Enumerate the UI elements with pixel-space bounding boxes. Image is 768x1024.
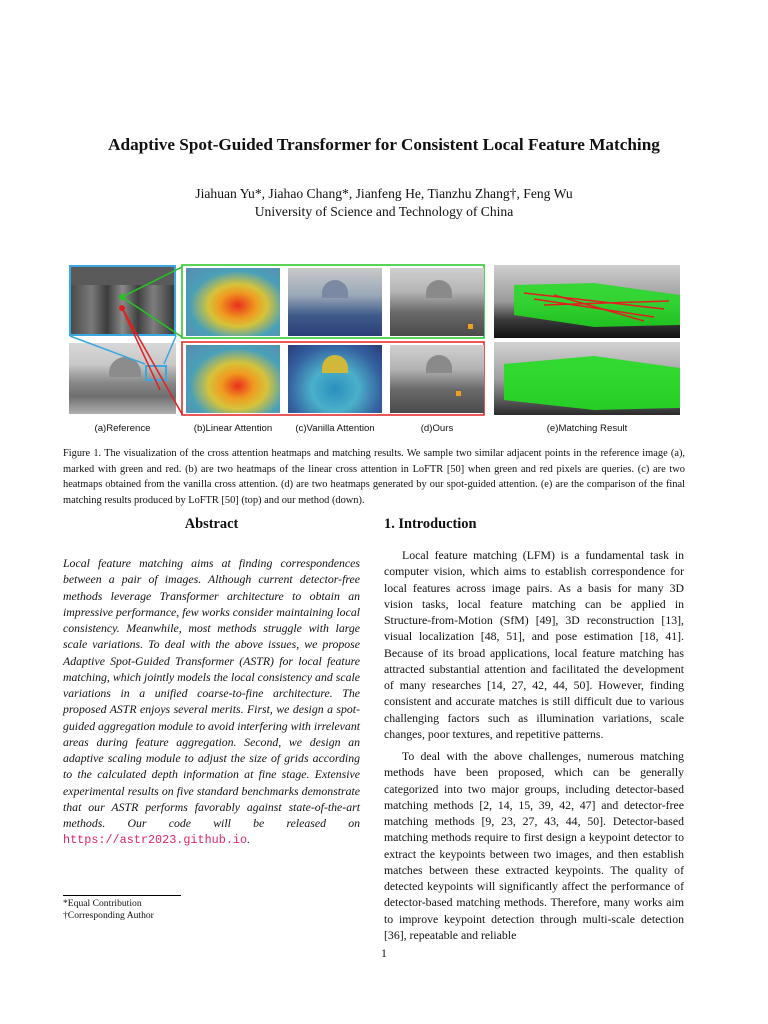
abstract-end: . <box>247 832 251 847</box>
abstract-heading: Abstract <box>184 516 239 532</box>
subfigure-label-vanilla: (c)Vanilla Attention <box>295 423 375 434</box>
intro-heading: 1. Introduction <box>384 516 477 532</box>
paper-title: Adaptive Spot-Guided Transformer for Consistent Local Feature Matching <box>108 135 660 154</box>
footnote-equal-contribution: *Equal Contribution <box>63 898 142 909</box>
intro-paragraph-1: Local feature matching (LFM) is a fundamental task in computer vision, which aims to establish correspondence for local features across image pairs. As a basis for many 3D vision tasks, local feature matching can be applied in Structure-from-Motion (SfM) [49], 3D reconstruction [13], visual localization [48, 51], and pose estimation [18, 41]. Because of its broad applications, local feature matching has attracted substantial attention and facilitated the development of many researches [14, 27, 42, 44, 50]. However, finding consistent and accurate matches is still difficult due to various challenging factors such as illumination variations, scale changes, poor textures, and repetitive patterns. <box>384 548 684 741</box>
subfigure-label-ours: (d)Ours <box>420 423 454 434</box>
affiliation: University of Science and Technology of China <box>254 204 514 219</box>
ours-heatmap-top <box>390 268 484 336</box>
footnote-rule <box>63 895 181 896</box>
abstract-text: Local feature matching aims at finding correspondences between a pair of images. Although current detector-free methods leverage Transformer architecture to obtain an impressive performance, few works consider maintaining local consistency. Meanwhile, most methods struggle with large scale variations. To deal with the above issues, we propose Adaptive Spot-Guided Transformer (ASTR) for local feature matching, which jointly models the local consistency and scale variations in a unified coarse-to-fine architecture. The proposed ASTR enjoys several merits. First, we design a spot-guided aggregation module to avoid interfering with irrelevant areas during feature aggregation. Second, we design an adaptive scaling module to adjust the size of grids according to the calculated depth information at fine stage. Extensive experimental results on five standard benchmarks demonstrate that our ASTR performs favorably against state-of-the-art methods. Our code will be released on <box>63 556 360 830</box>
project-url-link[interactable]: https://astr2023.github.io <box>63 833 248 848</box>
ours-heatmap-bottom <box>390 345 484 413</box>
subfigure-label-matching: (e)Matching Result <box>546 423 628 434</box>
subfigure-label-reference: (a)Reference <box>94 423 151 434</box>
subfigure-label-linear: (b)Linear Attention <box>193 423 273 434</box>
figure-caption: Figure 1. The visualization of the cross attention heatmaps and matching results. We sample two similar adjacent points in the reference image (a), marked with green and red. (b) are two heatmaps of the linear cross attention in LoFTR [50] when green and red pixels are queries. (c) are two heatmaps obtained from the vanilla cross attention. (d) are two heatmaps generated by our spot-guided attention. (e) are the comparison of the final matching results produced by LoFTR [50] (top) and our method (down). <box>63 448 685 506</box>
intro-paragraph-2: To deal with the above challenges, numerous matching methods have been proposed, which can be generally categorized into two major groups, including detector-based matching methods [2, 14, 15, 39, 42, 47] and detector-free matching methods [9, 23, 27, 43, 44, 50]. Detector-based matching methods require to first design a keypoint detector to extract the keypoints between two images, and then establish matches between these extracted keypoints. The quality of detected keypoints will significantly affect the performance of detector-based matching methods. Therefore, many works aim to improve keypoint detection through multi-scale detection [36], repeatable and reliable <box>384 749 684 942</box>
page-number: 1 <box>381 946 387 960</box>
author-list: Jiahuan Yu*, Jiahao Chang*, Jianfeng He, Tianzhu Zhang†, Feng Wu <box>195 186 573 201</box>
abstract-body <box>63 555 360 849</box>
matching-result-loftr <box>494 265 680 338</box>
linear-attention-heatmap-bottom <box>186 345 280 413</box>
vanilla-attention-heatmap-top <box>288 268 382 336</box>
linear-attention-heatmap-top <box>186 268 280 336</box>
matching-result-ours <box>494 342 680 415</box>
vanilla-attention-heatmap-bottom <box>288 345 382 413</box>
footnote-corresponding-author: †Corresponding Author <box>63 910 154 921</box>
intro-body <box>384 547 684 943</box>
